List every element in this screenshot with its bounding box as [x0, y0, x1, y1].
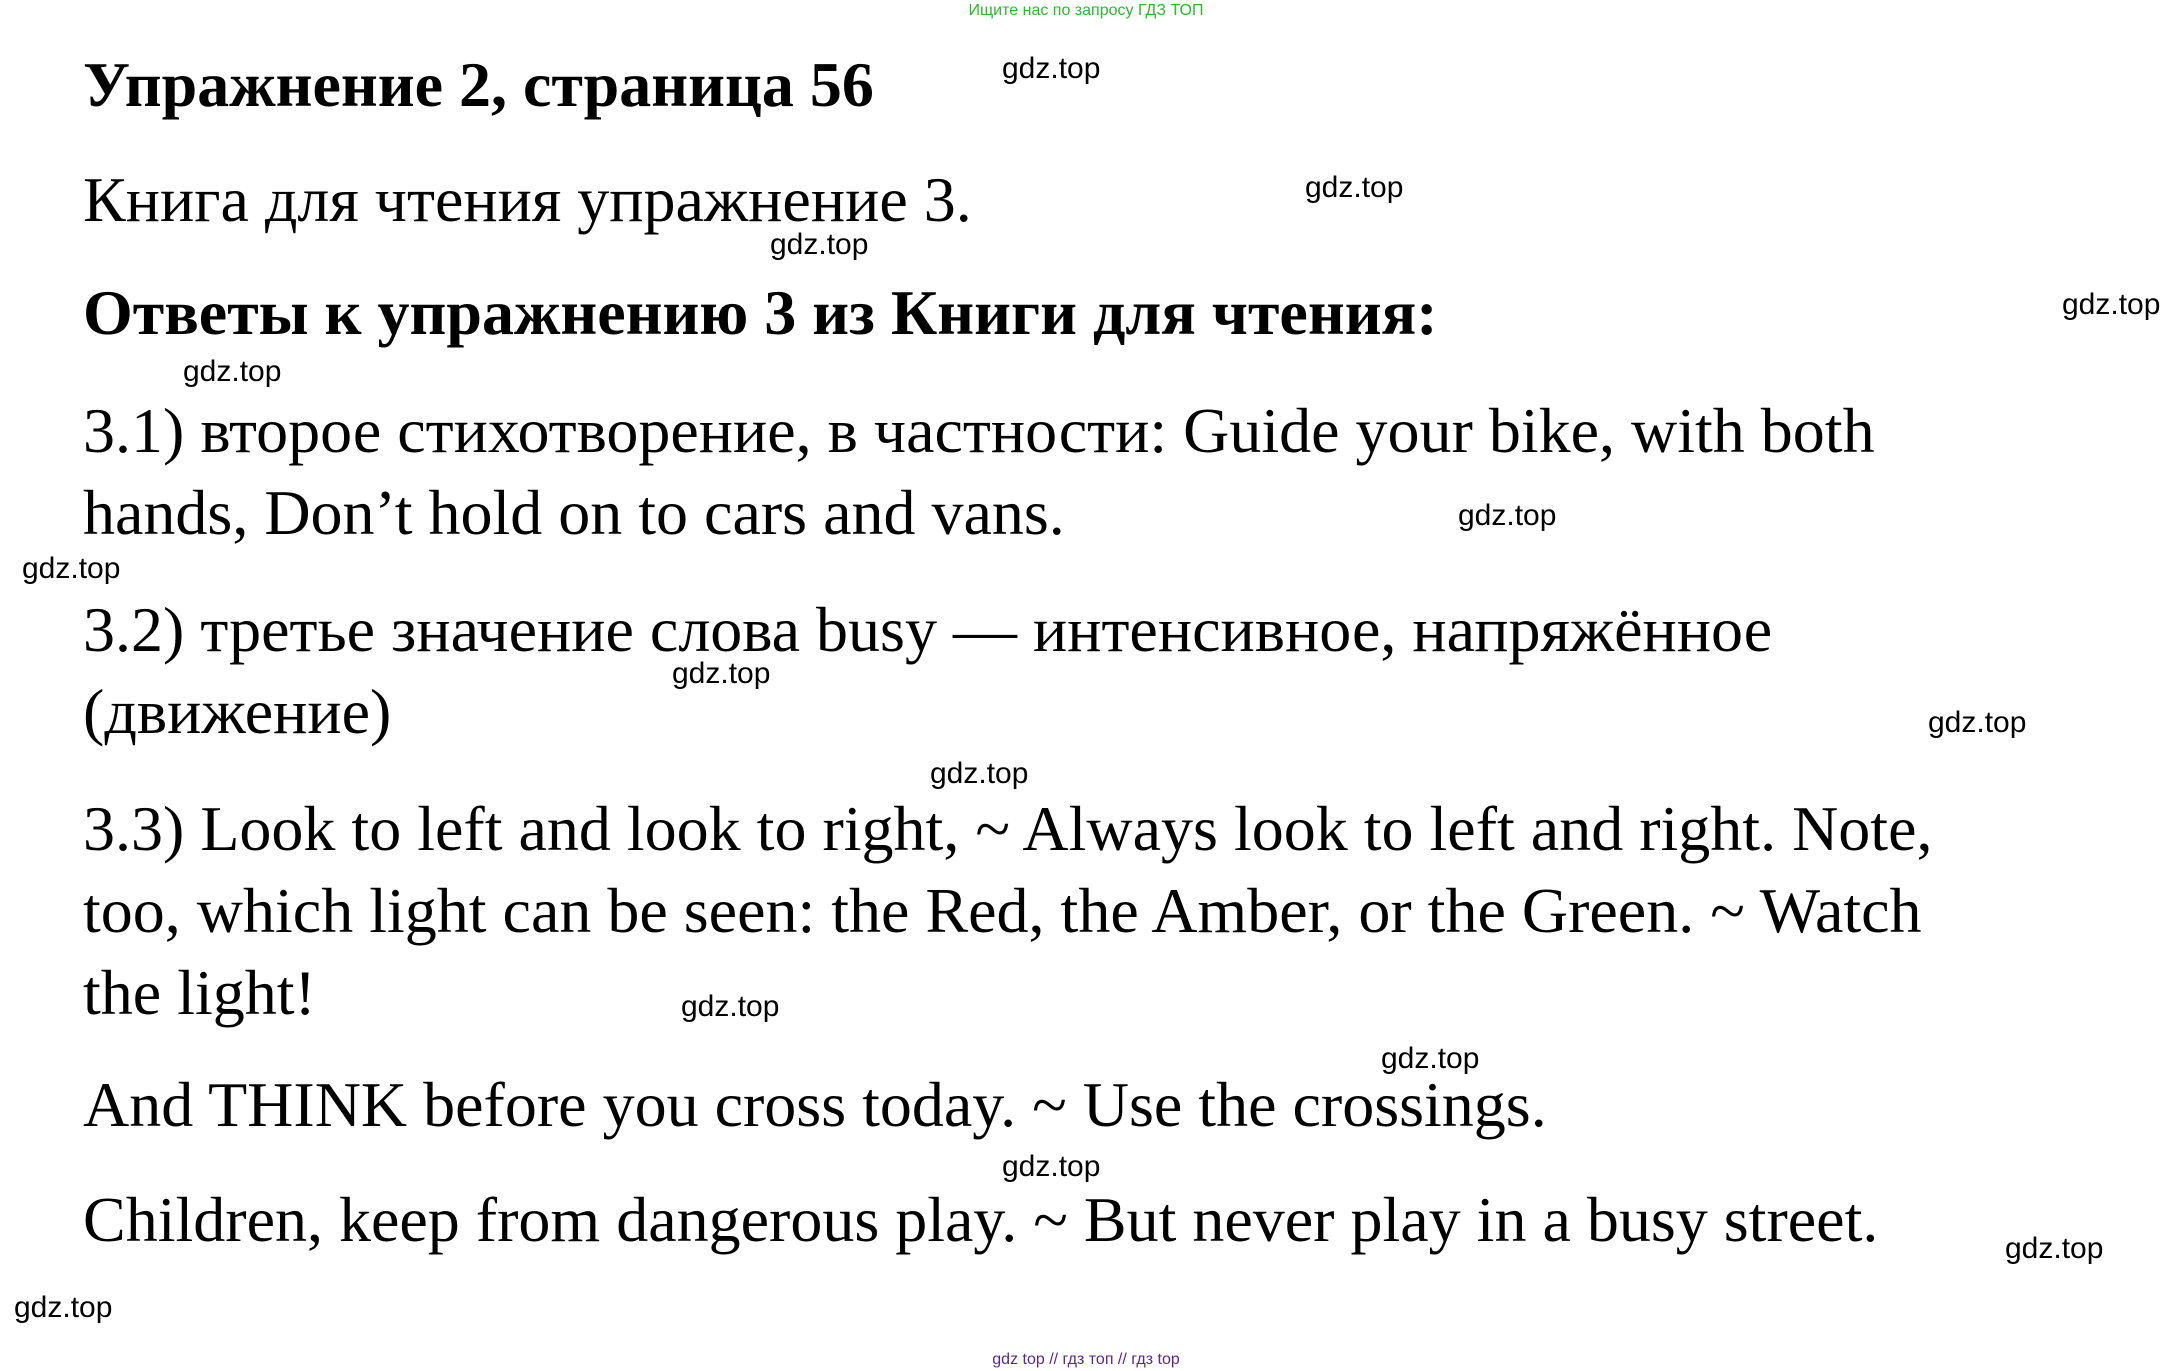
- answer-3-1: [83, 390, 1875, 554]
- watermark: gdz.top: [1381, 1042, 1480, 1075]
- text-line: the light!: [83, 957, 316, 1028]
- text-line: 3.1) второе стихотворение, в частности: Guide your bike, with both: [83, 395, 1875, 466]
- watermark: gdz.top: [930, 757, 1029, 790]
- page-title: Упражнение 2, страница 56: [83, 49, 874, 120]
- watermark: gdz.top: [183, 355, 282, 388]
- watermark: gdz.top: [22, 552, 121, 585]
- text-line: hands, Don’t hold on to cars and vans.: [83, 477, 1065, 548]
- text-line: And THINK before you cross today. ~ Use the crossings.: [83, 1069, 1547, 1140]
- answer-3-3: [83, 788, 1932, 1034]
- watermark: gdz.top: [2062, 288, 2161, 321]
- book-reference: Книга для чтения упражнение 3.: [83, 164, 972, 235]
- watermark: gdz.top: [681, 990, 780, 1023]
- footer-links: gdz top // гдз топ // гдз top: [992, 1351, 1180, 1368]
- watermark: gdz.top: [1002, 52, 1101, 85]
- answer-line-children: [83, 1179, 1878, 1261]
- watermark: gdz.top: [672, 657, 771, 690]
- answers-heading: Ответы к упражнению 3 из Книги для чтения:: [83, 277, 1438, 348]
- watermark: gdz.top: [1458, 499, 1557, 532]
- text-line: Children, keep from dangerous play. ~ But never play in a busy street.: [83, 1184, 1879, 1255]
- text-line: 3.2) третье значение слова busy — интенсивное, напряжённое: [83, 594, 1773, 665]
- answer-3-2: [83, 589, 1772, 753]
- answer-line-think: [83, 1064, 1547, 1146]
- text-line: (движение): [83, 676, 392, 747]
- text-line: too, which light can be seen: the Red, the Amber, or the Green. ~ Watch: [83, 875, 1922, 946]
- watermark: gdz.top: [770, 228, 869, 261]
- watermark: gdz.top: [1928, 706, 2027, 739]
- search-hint-banner: Ищите нас по запросу ГДЗ ТОП: [968, 2, 1204, 19]
- watermark: gdz.top: [2005, 1232, 2104, 1265]
- watermark: gdz.top: [14, 1291, 113, 1324]
- watermark: gdz.top: [1002, 1150, 1101, 1183]
- text-line: 3.3) Look to left and look to right, ~ Always look to left and right. Note,: [83, 793, 1933, 864]
- watermark: gdz.top: [1305, 171, 1404, 204]
